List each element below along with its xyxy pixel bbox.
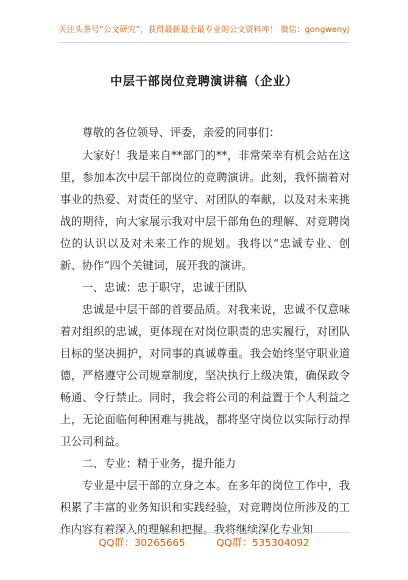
paragraph-loyalty: 忠诚是中层干部的首要品质。对我来说，忠诚不仅意味着对组织的忠诚，更体现在对岗位职责的忠实履行，对团队目标的坚决拥护，对同事的真诚尊重。我会始终坚守职业道德，严格遵守公司规章制度，坚决执行上级决策，确保政令畅通、令行禁止。同时，我会将公司的利益置于个人利益之上，无论面临何种困难与挑战，都将坚守岗位以实际行动捍卫公司利益。 <box>60 303 350 448</box>
footer-banner <box>0 534 408 549</box>
document-body <box>60 122 350 541</box>
header-divider <box>58 42 350 43</box>
salutation: 尊敬的各位领导、评委，亲爱的同事们： <box>82 126 280 139</box>
paragraph-intro: 大家好！我是来自**部门的**，非常荣幸有机会站在这里，参加本次中层干部岗位的竞聘演讲。此刻，我怀揣着对事业的热爱、对责任的坚守、对团队的奉献，以及对未来挑战的期待，向大家展示我对中层干部角色的理解、对竞聘岗位的认识以及对未来工作的规划。我将以“忠诚专业、创新、协作”四个关键词，展开我的演讲。 <box>60 149 350 272</box>
footer-qq-group-2: QQ群：535304092 <box>216 538 310 549</box>
header-banner: 关注头条号“公文研究”，获得最新最全最专业的公文资料库！ 微信：gongwenyj <box>58 25 350 34</box>
section-heading-professional: 二、专业：精于业务，提升能力 <box>82 457 236 470</box>
document-title: 中层干部岗位竞聘演讲稿（企业） <box>110 74 298 88</box>
paragraph-professional: 专业是中层干部的立身之本。在多年的岗位工作中，我积累了丰富的业务知识和实践经验，对竞聘岗位所涉及的工作内容有着深入的理解和把握。我将继续深化专业知 <box>60 479 350 536</box>
footer-qq-group-1: QQ群：30265665 <box>98 538 186 549</box>
section-heading-loyalty: 一、忠诚：忠于职守，忠诚于团队 <box>82 281 247 294</box>
footer-divider <box>58 532 350 533</box>
